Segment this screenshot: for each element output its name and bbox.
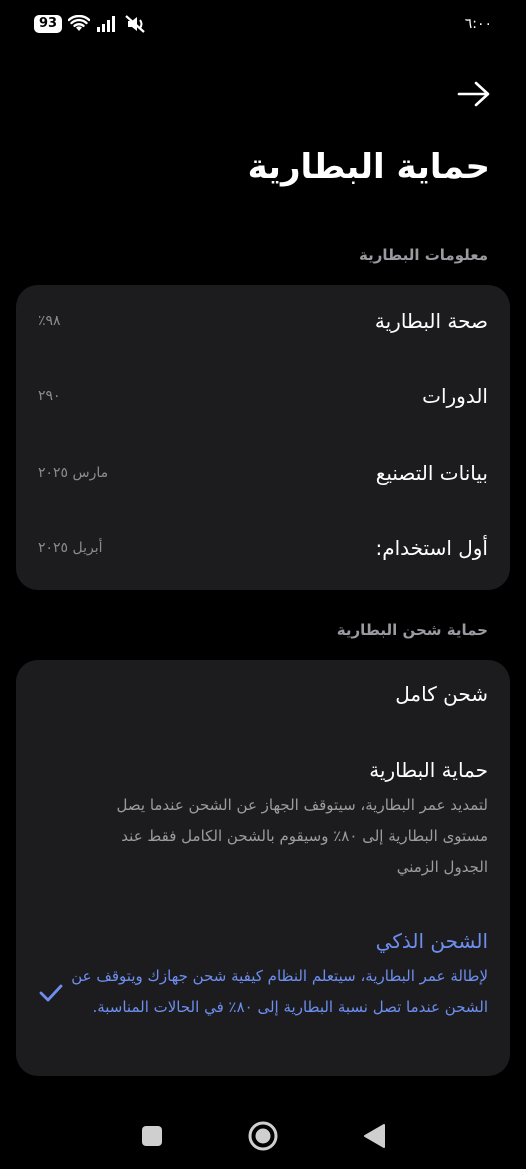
battery-level-badge: 93 <box>34 15 62 33</box>
status-bar <box>0 0 526 50</box>
home-button[interactable] <box>245 1118 281 1154</box>
recents-button[interactable] <box>134 1118 170 1154</box>
mute-icon <box>124 14 146 34</box>
page-title: حماية البطارية <box>247 147 490 187</box>
info-value: ٢٩٠ <box>38 388 61 404</box>
status-icons <box>34 14 146 34</box>
option-title: الشحن الذكي <box>375 929 488 953</box>
info-label: بيانات التصنيع <box>375 461 488 485</box>
info-value: أبريل ٢٠٢٥ <box>38 540 103 556</box>
arrow-right-icon <box>457 81 491 107</box>
info-label: صحة البطارية <box>374 309 488 333</box>
info-value: ٩٨٪ <box>38 313 61 329</box>
square-recents-icon <box>141 1125 163 1147</box>
back-nav-button[interactable] <box>356 1118 392 1154</box>
info-row-cycles <box>16 378 510 418</box>
option-battery-protection[interactable] <box>16 744 510 894</box>
check-icon <box>38 980 64 1006</box>
option-title: شحن كامل <box>395 682 488 706</box>
option-title: حماية البطارية <box>369 758 488 782</box>
section-header-battery-info: معلومات البطارية <box>358 246 488 264</box>
back-button[interactable] <box>454 78 494 110</box>
option-description: لتمديد عمر البطارية، سيتوقف الجهاز عن الشحن عندما يصل مستوى البطارية إلى ٨٠٪ وسيقوم بالشحن الكامل فقط عند الجدول الزمني <box>116 796 488 876</box>
option-full-charge[interactable] <box>16 660 510 740</box>
info-row-first-use <box>16 530 510 570</box>
signal-icon <box>96 15 118 33</box>
battery-info-card <box>16 285 510 590</box>
clock: ٦:٠٠ <box>464 16 492 32</box>
charging-options-card <box>16 660 510 1076</box>
triangle-back-icon <box>362 1123 386 1149</box>
section-header-charging-protection: حماية شحن البطارية <box>336 621 488 639</box>
wifi-icon <box>68 15 90 33</box>
option-description: لإطالة عمر البطارية، سيتعلم النظام كيفية شحن جهازك ويتوقف عن الشحن عندما تصل نسبة البطارية إلى ٨٠٪ في الحالات المناسبة. <box>71 967 488 1016</box>
circle-home-icon <box>247 1120 279 1152</box>
info-row-health <box>16 303 510 343</box>
info-row-manufacture-date <box>16 455 510 495</box>
info-value: مارس ٢٠٢٥ <box>38 465 109 481</box>
info-label: الدورات <box>422 384 488 408</box>
navigation-bar <box>0 1110 526 1160</box>
option-smart-charging[interactable] <box>16 915 510 1065</box>
info-label: أول استخدام: <box>375 536 488 560</box>
